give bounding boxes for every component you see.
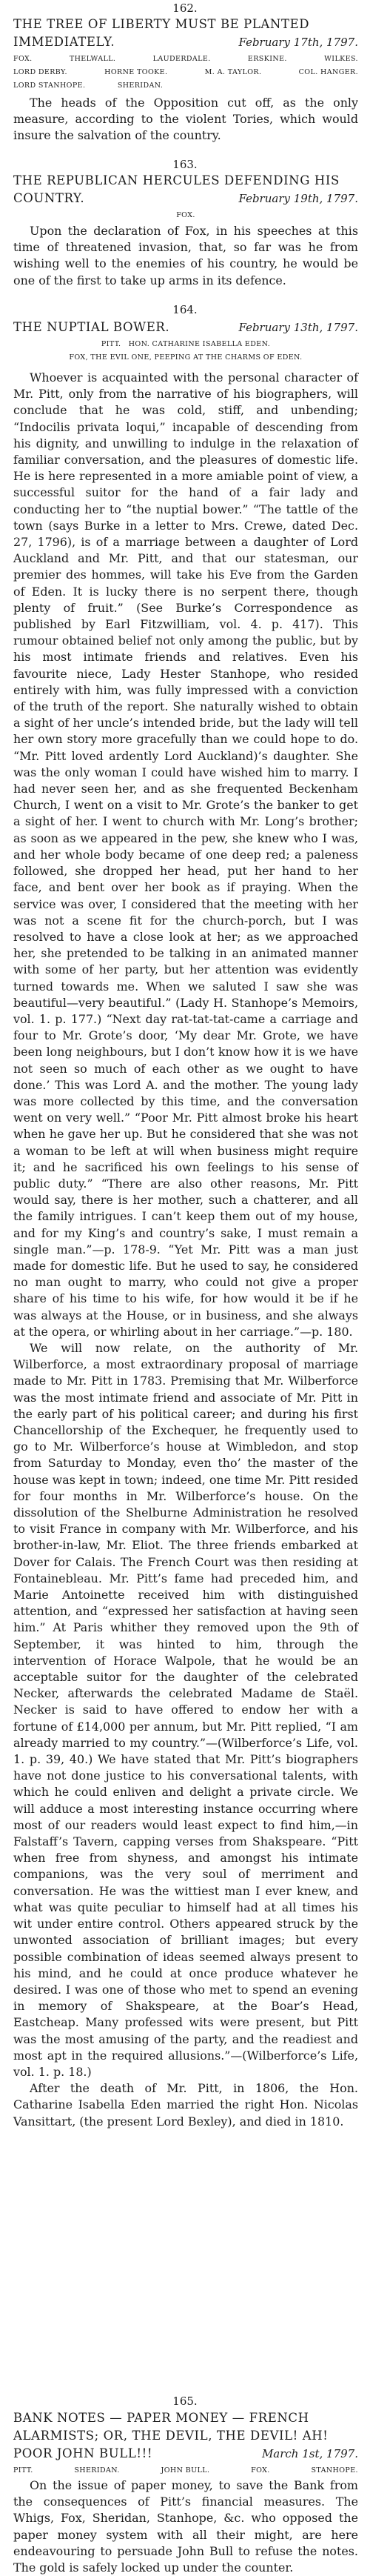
- section-162-title: [13, 16, 358, 51]
- paragraph: Whoever is acquainted with the personal character of Mr. Pitt, only from the narrative of his biographers, will conclude that he was cold, stiff, and unbending; “Indocilis privata loqui,” incapable of descending from his dignity, and unwilling to indulge in the relaxation of familiar conversation, and the pleasures of domestic life. He is here represented in a more amiable point of view, a successful suitor for the hand of a fair lady and conducting her to “the nuptial bower.” “The tattle of the town (says Burke in a letter to Mrs. Crewe, dated Dec. 27, 1796), is of a marriage between a daughter of Lord Auckland and Mr. Pitt, and that our statesman, our premier des hommes, will take his Eve from the Garden of Eden. It is lucky there is no serpent there, though plenty of fruit.” (See Burke’s Correspondence as published by Earl Fitzwilliam, vol. 4. p. 417). This rumour obtained belief not only among the public, but by his most intimate friends and relatives. Even his favourite niece, Lady Hester Stanhope, who resided entirely with him, was fully impressed with a conviction of the truth of the report. She naturally wished to obtain a sight of her uncle’s intended bride, but the lady will tell her own story more gracefully than we could hope to do. “Mr. Pitt loved ardently Lord Auckland)’s daughter. She was the only woman I could have wished him to marry. I had never seen her, and as she frequented Beckenham Church, I went on a visit to Mr. Grote’s the banker to get a sight of her. I went to church with Mr. Long’s brother; as soon as we appeared in the pew, she knew who I was, and her whole body became of one deep red; a paleness followed, she dropped her head, put her hand to her face, and bent over her book as if praying. When the service was over, I considered that the meeting with her was not a scene fit for the church-porch, but I was resolved to have a close look at her; as we approached her, she pretended to be talking in an animated manner with some of her party, but her attention was evidently turned towards me. When we saluted I saw she was beautiful—very beautiful.” (Lady H. Stanhope’s Memoirs, vol. 1. p. 177.) “Next day rat-tat-tat-came a carriage and four to Mr. Grote’s door, ‘My dear Mr. Grote, we have been long neighbours, but I don’t know how it is we have not seen so much of each other as we ought to have done.’ This was Lord A. and the mother. The young lady was more collected by this time, and the conversation went on very well.” “Poor Mr. Pitt almost broke his heart when he gave her up. But he considered that she was not a woman to be left at will when business might require it; and he sacrificed his own feelings to his sense of public duty.” “There are also other reasons, Mr. Pitt would say, there is her mother, such a chatterer, and all the family intrigues. I can’t keep them out of my house, and for my King’s and country’s sake, I must remain a single man.”—p. 178-9. “Yet Mr. Pitt was a man just made for domestic life. But he used to say, he considered no man ought to marry, who could not give a proper share of his time to his wife, for how would it be if he was always at the House, or in business, and she always at the opera, or whirling about in her carriage.”—p. 180.: [13, 370, 358, 1339]
- section-164-number: 164.: [172, 303, 198, 316]
- section-165-date: March 1st, 1797.: [261, 2447, 358, 2460]
- section-163-title: [13, 172, 358, 207]
- section-164-characters: PITT. HON. CATHARINE ISABELLA EDEN.: [101, 340, 271, 348]
- character-name: THELWALL.: [69, 55, 116, 63]
- section-164-title-text: THE NUPTIAL BOWER.: [13, 320, 170, 334]
- section-163-date: February 19th, 1797.: [238, 192, 358, 205]
- character-name: PITT.: [13, 2466, 33, 2475]
- section-163-number: 163.: [172, 158, 198, 171]
- character-name: COL. HANGER.: [298, 68, 358, 76]
- character-name: HORNE TOOKE.: [104, 68, 168, 76]
- section-162-title-text: THE TREE OF LIBERTY MUST BE PLANTED IMMEDIATELY.: [13, 17, 310, 49]
- paragraph: On the issue of paper money, to save the Bank from the consequences of Pitt’s financial measures. The Whigs, Fox, Sheridan, Stanhope, &c. who opposed the paper money system with all their might, are here endeavouring to persuade John Bull to refuse the notes. The gold is safely locked up under the counter.: [13, 2478, 358, 2575]
- section-164-subtitle: FOX, THE EVIL ONE, PEEPING AT THE CHARMS OF EDEN.: [69, 353, 303, 362]
- character-name: FOX.: [13, 55, 33, 63]
- section-165-number: 165.: [172, 2394, 198, 2408]
- paragraph: After the death of Mr. Pitt, in 1806, the Hon. Catharine Isabella Eden married the right Hon. Nicolas Vansittart, (the present Lord Bexley), and died in 1810.: [13, 2081, 358, 2129]
- characters-row: [13, 66, 358, 79]
- character-name: LORD DERBY.: [13, 68, 67, 76]
- paragraph: Upon the declaration of Fox, in his speeches at this time of threatened invasion, that, so far was he from wishing well to the enemies of his country, he would be one of the first to take up arms in its defence.: [13, 224, 358, 287]
- character-name: WILKES.: [324, 55, 358, 63]
- character-name: STANHOPE.: [311, 2466, 358, 2475]
- section-164-body: [13, 370, 358, 2130]
- characters-row: [13, 2464, 358, 2477]
- section-163-body: [13, 223, 358, 289]
- character-name: SHERIDAN.: [117, 81, 164, 90]
- character-name: SHERIDAN.: [74, 2466, 120, 2475]
- character-name: FOX.: [251, 2466, 270, 2475]
- section-162-body: [13, 95, 358, 144]
- section-165-title: [13, 2409, 358, 2463]
- character-name: LAUDERDALE.: [152, 55, 211, 63]
- characters-row: [13, 53, 358, 66]
- section-162-date: February 17th, 1797.: [238, 36, 358, 49]
- section-164-date: February 13th, 1797.: [238, 321, 358, 334]
- character-name: LORD STANHOPE.: [13, 81, 86, 90]
- character-name: M. A. TAYLOR.: [204, 68, 262, 76]
- paragraph: The heads of the Opposition cut off, as the only measure, according to the violent Tories, which would insure the salvation of the country.: [13, 96, 358, 143]
- section-162-characters: [13, 53, 358, 93]
- character-name: JOHN BULL.: [161, 2466, 210, 2475]
- section-165-body: [13, 2477, 358, 2576]
- section-165-characters: [13, 2464, 358, 2477]
- section-163-characters: FOX.: [176, 211, 195, 219]
- section-164-title: [13, 319, 358, 336]
- section-163-title-text: THE REPUBLICAN HERCULES DEFENDING HIS COUNTRY.: [13, 173, 340, 205]
- paragraph: We will now relate, on the authority of Mr. Wilberforce, a most extraordinary proposal of marriage made to Mr. Pitt in 1783. Premising that Mr. Wilberforce was the most intimate friend and associate of Mr. Pitt in the early part of his political career; and during his first Chancellorship of the Exchequer, he frequently used to go to Mr. Wilberforce’s house at Wimbledon, and stop from Saturday to Monday, even tho’ the master of the house was kept in town; indeed, one time Mr. Pitt resided for four months in Mr. Wilberforce’s house. On the dissolution of the Shelburne Administration he resolved to visit France in company with Mr. Wilberforce, and his brother-in-law, Mr. Eliot. The three friends embarked at Dover for Calais. The French Court was then residing at Fontainebleau. Mr. Pitt’s fame had preceded him, and Marie Antoinette received him with distinguished attention, and “expressed her satisfaction at having seen him.” At Paris whither they removed upon the 9th of September, it was hinted to him, through the intervention of Horace Walpole, that he would be an acceptable suitor for the daughter of the celebrated Necker, afterwards the celebrated Madame de Staël. Necker is said to have offered to endow her with a fortune of £14,000 per annum, but Mr. Pitt replied, “I am already married to my country.”—(Wilberforce’s Life, vol. 1. p. 39, 40.) We have stated that Mr. Pitt’s biographers have not done justice to his conversational talents, with which he could enliven and delight a private circle. We will adduce a most interesting instance occurring where most of our readers would least expect to find him,—in Falstaff’s Tavern, capping verses from Shakspeare. “Pitt when free from shyness, and amongst his intimate companions, was the very soul of merriment and conversation. He was the wittiest man I ever knew, and what was quite peculiar to himself had at all times his wit under entire control. Others appeared struck by the unwonted association of brilliant images; but every possible combination of ideas seemed always present to his mind, and he could at once produce whatever he desired. I was one of those who met to spend an evening in memory of Shakspeare, at the Boar’s Head, Eastcheap. Many professed wits were present, but Pitt was the most amusing of the party, and the readiest and most apt in the required allusions.”—(Wilberforce’s Life, vol. 1. p. 18.): [13, 1340, 358, 2079]
- character-name: ERSKINE.: [247, 55, 287, 63]
- characters-row: [13, 79, 358, 93]
- section-165-title-text: BANK NOTES — PAPER MONEY — FRENCH ALARMISTS; OR, THE DEVIL, THE DEVIL! AH! POOR JOHN BULL!!!: [13, 2411, 329, 2460]
- section-162-number: 162.: [172, 1, 198, 15]
